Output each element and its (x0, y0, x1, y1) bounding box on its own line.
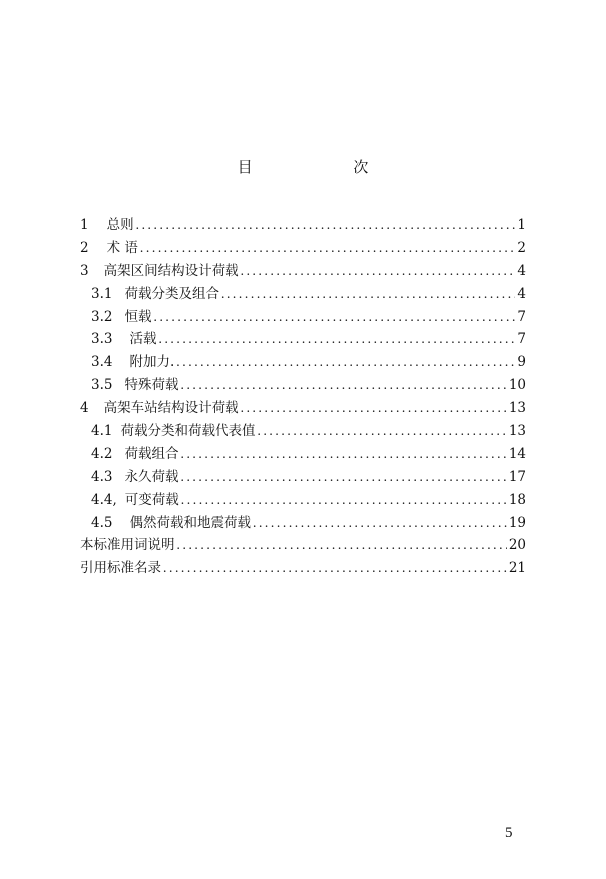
toc-entry-page: 19 (508, 514, 526, 531)
toc-entry-label: 高架车站结构设计荷载 (103, 400, 239, 417)
toc-entry-number: 3.2 (91, 308, 113, 325)
toc-entry (80, 259, 526, 282)
toc-entry-number: 1 (80, 217, 89, 233)
toc-entry-label: 附加力. (129, 354, 175, 371)
toc-entry-label: 永久荷载 (124, 468, 179, 485)
toc-entry-number: 3.4 (91, 354, 113, 371)
toc-entry-leader-dots (140, 240, 516, 256)
toc-entry (80, 442, 526, 465)
toc-entry-page: 14 (508, 445, 526, 462)
toc-entry (80, 465, 526, 488)
toc-entry-leader-dots (153, 309, 515, 325)
toc-entry-number: 3 (80, 262, 89, 279)
toc-entry-page: 4 (517, 285, 526, 302)
toc-entry-number: 3.3 (91, 331, 113, 348)
toc-entry-page: 21 (508, 560, 526, 577)
toc-entry (80, 488, 526, 511)
toc-entry (80, 327, 526, 350)
toc-entry (80, 373, 526, 396)
toc-entry-label: 荷载分类及组合 (124, 285, 219, 302)
toc-entry-page: 7 (517, 331, 526, 348)
toc-entry-label: 总则 (106, 217, 134, 233)
page-title: 目 次 (237, 158, 417, 176)
toc-entry-page: 10 (508, 377, 526, 394)
toc-entry-page: 9 (517, 354, 526, 371)
toc-entry (80, 419, 526, 442)
toc-entry-page: 1 (517, 217, 526, 233)
toc-entry-leader-dots (180, 446, 506, 462)
toc-entry-number: 4.4, (91, 491, 117, 508)
toc-entry-label: 术 语 (106, 239, 138, 256)
toc-entry-page: 13 (508, 400, 526, 417)
toc-entry-page: 7 (517, 308, 526, 325)
toc-entry (80, 305, 526, 328)
toc-entry-page: 4 (517, 262, 526, 279)
toc-entry-label: 特殊荷载 (124, 377, 179, 394)
toc-entry-leader-dots (180, 377, 506, 393)
toc-entry-page: 17 (508, 468, 526, 485)
toc-entry-page: 18 (508, 491, 526, 508)
toc-entry-leader-dots (180, 469, 506, 485)
toc-entry-leader-dots (253, 515, 507, 531)
toc-entry-page: 2 (517, 239, 526, 256)
toc-entry-label: 高架区间结构设计荷载 (103, 262, 239, 279)
toc-entry (80, 556, 526, 579)
toc-entry-label: 引用标准名录 (80, 560, 161, 577)
toc-entry-leader-dots (163, 560, 507, 576)
toc-entry-number: 4.5 (91, 514, 113, 531)
toc-entry-leader-dots (136, 217, 516, 233)
toc-entry-label: 活载 (129, 331, 157, 348)
toc-entry-page: 20 (508, 537, 526, 554)
toc-entry (80, 511, 526, 534)
toc-entry-number: 3.1 (91, 285, 113, 302)
page-number: 5 (505, 825, 513, 841)
toc-entry-label: 恒载 (124, 308, 152, 325)
toc-entry-number: 4 (80, 400, 89, 417)
toc-entry-label: 可变荷载 (124, 491, 179, 508)
toc-entry-leader-dots (158, 331, 515, 347)
toc-entry-leader-dots (241, 400, 507, 416)
toc-entry (80, 350, 526, 373)
toc-entry (80, 396, 526, 419)
toc-entry (80, 236, 526, 259)
toc-entry-number: 3.5 (91, 377, 113, 394)
toc-entry-leader-dots (257, 423, 506, 439)
toc-entry-leader-dots (177, 537, 507, 553)
toc-entry-label: 本标准用词说明 (80, 537, 175, 554)
table-of-contents (80, 213, 526, 579)
toc-entry-leader-dots (241, 263, 516, 279)
toc-entry (80, 282, 526, 305)
toc-entry (80, 213, 526, 236)
toc-entry (80, 533, 526, 556)
toc-entry-page: 13 (508, 423, 526, 440)
toc-entry-number: 4.1 (91, 423, 113, 440)
toc-entry-leader-dots (176, 354, 515, 370)
toc-entry-leader-dots (181, 492, 507, 508)
toc-entry-label: 偶然荷载和地震荷载 (129, 514, 251, 531)
toc-entry-label: 荷载分类和荷载代表值 (120, 423, 256, 440)
toc-entry-leader-dots (221, 286, 515, 302)
toc-entry-label: 荷载组合 (124, 445, 179, 462)
toc-entry-number: 4.2 (91, 445, 113, 462)
toc-entry-number: 4.3 (91, 468, 113, 485)
toc-entry-number: 2 (80, 239, 89, 256)
